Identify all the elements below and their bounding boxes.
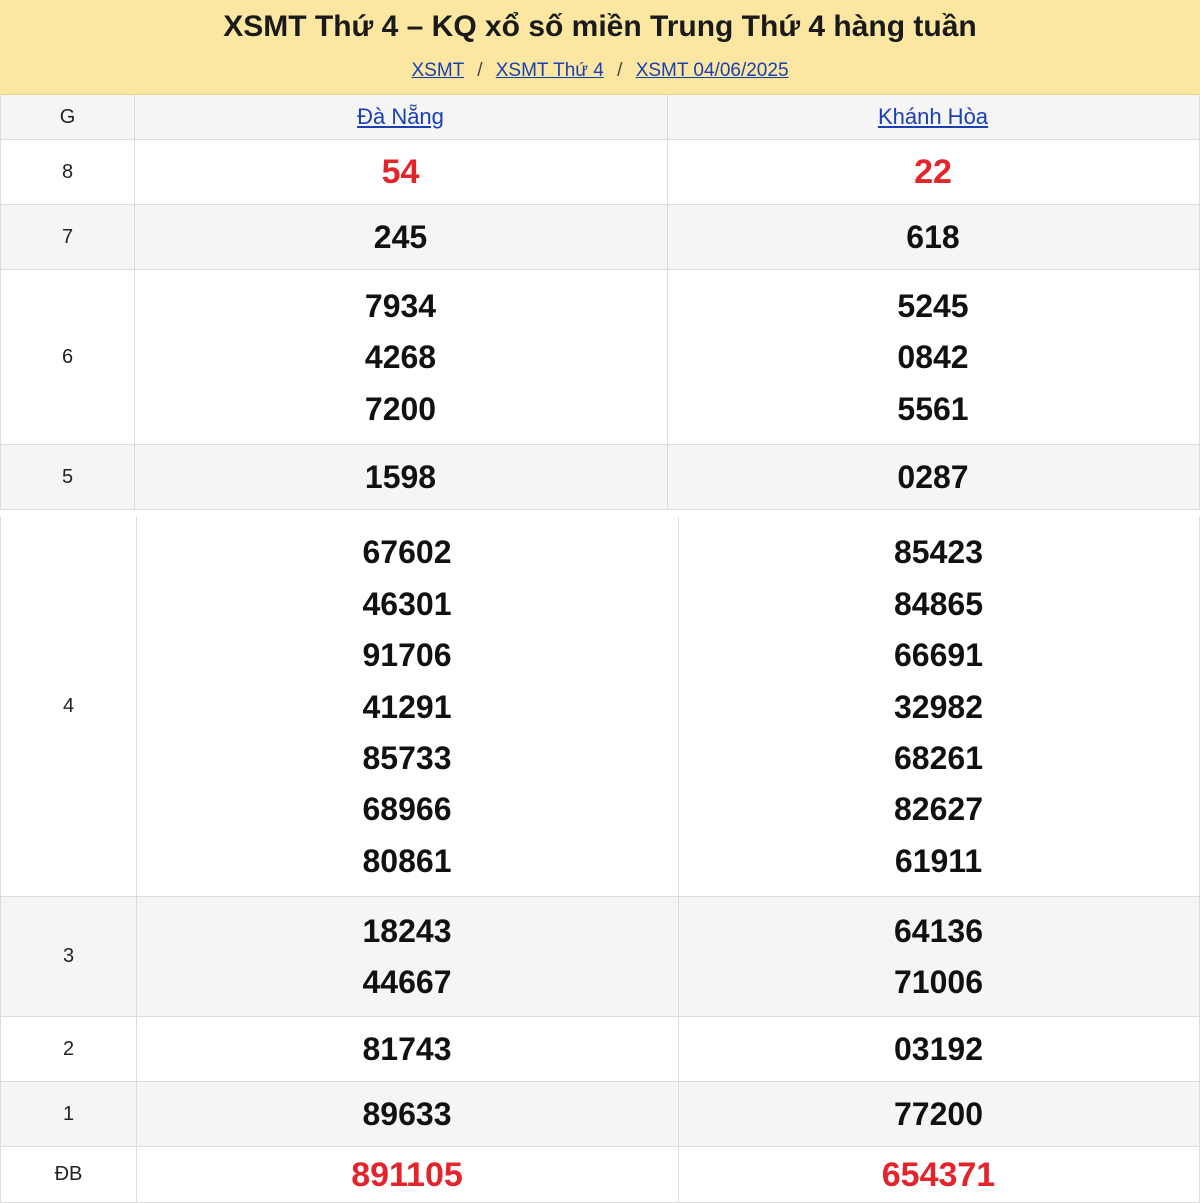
- da-nang-results: [134, 445, 668, 510]
- prize-label: ĐB: [0, 1147, 137, 1203]
- page-title: XSMT Thứ 4 – KQ xổ số miền Trung Thứ 4 hàng tuần: [223, 10, 977, 43]
- prize-row-4: [0, 517, 1200, 897]
- page-header: [0, 0, 1200, 95]
- da-nang-results: [136, 1147, 679, 1203]
- result-number: 18243: [362, 913, 452, 950]
- result-number: 68966: [362, 791, 452, 828]
- prize-label: 4: [0, 517, 137, 897]
- breadcrumb-separator: /: [477, 60, 483, 81]
- result-number: 67602: [362, 534, 452, 571]
- khanh-hoa-results: [667, 205, 1200, 270]
- result-number: 89633: [362, 1096, 452, 1132]
- province-link-da-nang[interactable]: Đà Nẵng: [357, 104, 444, 129]
- result-number: 91706: [362, 637, 452, 674]
- prize-row-special: [0, 1147, 1200, 1203]
- prize-row-6: [0, 270, 1200, 445]
- khanh-hoa-results: [667, 445, 1200, 510]
- result-number: 618: [906, 219, 960, 255]
- province-header-khanh-hoa: [667, 95, 1200, 140]
- result-number: 245: [373, 219, 428, 255]
- prize-label: 7: [0, 205, 135, 270]
- da-nang-results: [134, 140, 668, 205]
- result-number: 03192: [894, 1031, 983, 1067]
- result-number: 61911: [894, 842, 983, 879]
- khanh-hoa-results: [678, 1147, 1200, 1203]
- prize-label: 5: [0, 445, 135, 510]
- prize-label: 3: [0, 897, 137, 1017]
- khanh-hoa-results: [678, 517, 1200, 897]
- khanh-hoa-results: [678, 897, 1200, 1017]
- da-nang-results: [134, 270, 668, 445]
- result-number: 41291: [362, 688, 452, 725]
- result-number: 71006: [894, 963, 983, 1000]
- result-number: 82627: [894, 791, 983, 828]
- breadcrumb-xsmt[interactable]: XSMT: [411, 60, 464, 81]
- da-nang-results: [134, 205, 668, 270]
- result-number: 81743: [362, 1031, 452, 1067]
- prize-row-5: [0, 445, 1200, 510]
- result-number: 85733: [362, 739, 452, 776]
- khanh-hoa-results: [667, 140, 1200, 205]
- result-number: 22: [914, 153, 952, 191]
- khanh-hoa-results: [678, 1082, 1200, 1147]
- prize-label: 2: [0, 1017, 137, 1082]
- prize-row-3: [0, 897, 1200, 1017]
- breadcrumb-xsmt-thu-4[interactable]: XSMT Thứ 4: [495, 60, 604, 81]
- prize-row-1: [0, 1082, 1200, 1147]
- prize-label: 8: [0, 140, 135, 205]
- result-number-special: 654371: [881, 1155, 996, 1194]
- da-nang-results: [136, 1017, 679, 1082]
- result-number: 77200: [894, 1096, 983, 1132]
- result-number: 44667: [362, 963, 452, 1000]
- result-number: 32982: [894, 688, 983, 725]
- result-number: 54: [381, 153, 420, 191]
- result-number: 5245: [897, 287, 969, 324]
- khanh-hoa-results: [678, 1017, 1200, 1082]
- result-number: 7934: [364, 287, 437, 324]
- breadcrumb-separator: /: [617, 60, 623, 81]
- result-number: 5561: [897, 390, 969, 427]
- result-number: 1598: [364, 459, 437, 495]
- result-number: 66691: [894, 637, 983, 674]
- result-number: 46301: [362, 585, 452, 622]
- province-header-da-nang: [134, 95, 668, 140]
- result-number: 0287: [897, 459, 969, 495]
- result-number: 68261: [894, 739, 983, 776]
- da-nang-results: [136, 897, 679, 1017]
- breadcrumb-xsmt-date[interactable]: XSMT 04/06/2025: [635, 60, 789, 81]
- prize-label: 6: [0, 270, 135, 445]
- result-number: 7200: [364, 390, 437, 427]
- result-number: 84865: [894, 585, 983, 622]
- prize-row-8: [0, 140, 1200, 205]
- da-nang-results: [136, 517, 679, 897]
- prize-label: 1: [0, 1082, 137, 1147]
- da-nang-results: [136, 1082, 679, 1147]
- table-header-row: [0, 95, 1200, 140]
- result-number: 0842: [897, 339, 969, 375]
- result-number-special: 891105: [351, 1155, 463, 1194]
- khanh-hoa-results: [667, 270, 1200, 445]
- result-number: 64136: [894, 913, 983, 950]
- result-number: 80861: [362, 842, 452, 879]
- prize-row-7: [0, 205, 1200, 270]
- prize-row-2: [0, 1017, 1200, 1082]
- result-number: 4268: [364, 339, 437, 375]
- prize-column-header: G: [0, 95, 135, 140]
- province-link-khanh-hoa[interactable]: Khánh Hòa: [877, 104, 989, 129]
- breadcrumb: [0, 60, 1200, 82]
- result-number: 85423: [894, 534, 983, 571]
